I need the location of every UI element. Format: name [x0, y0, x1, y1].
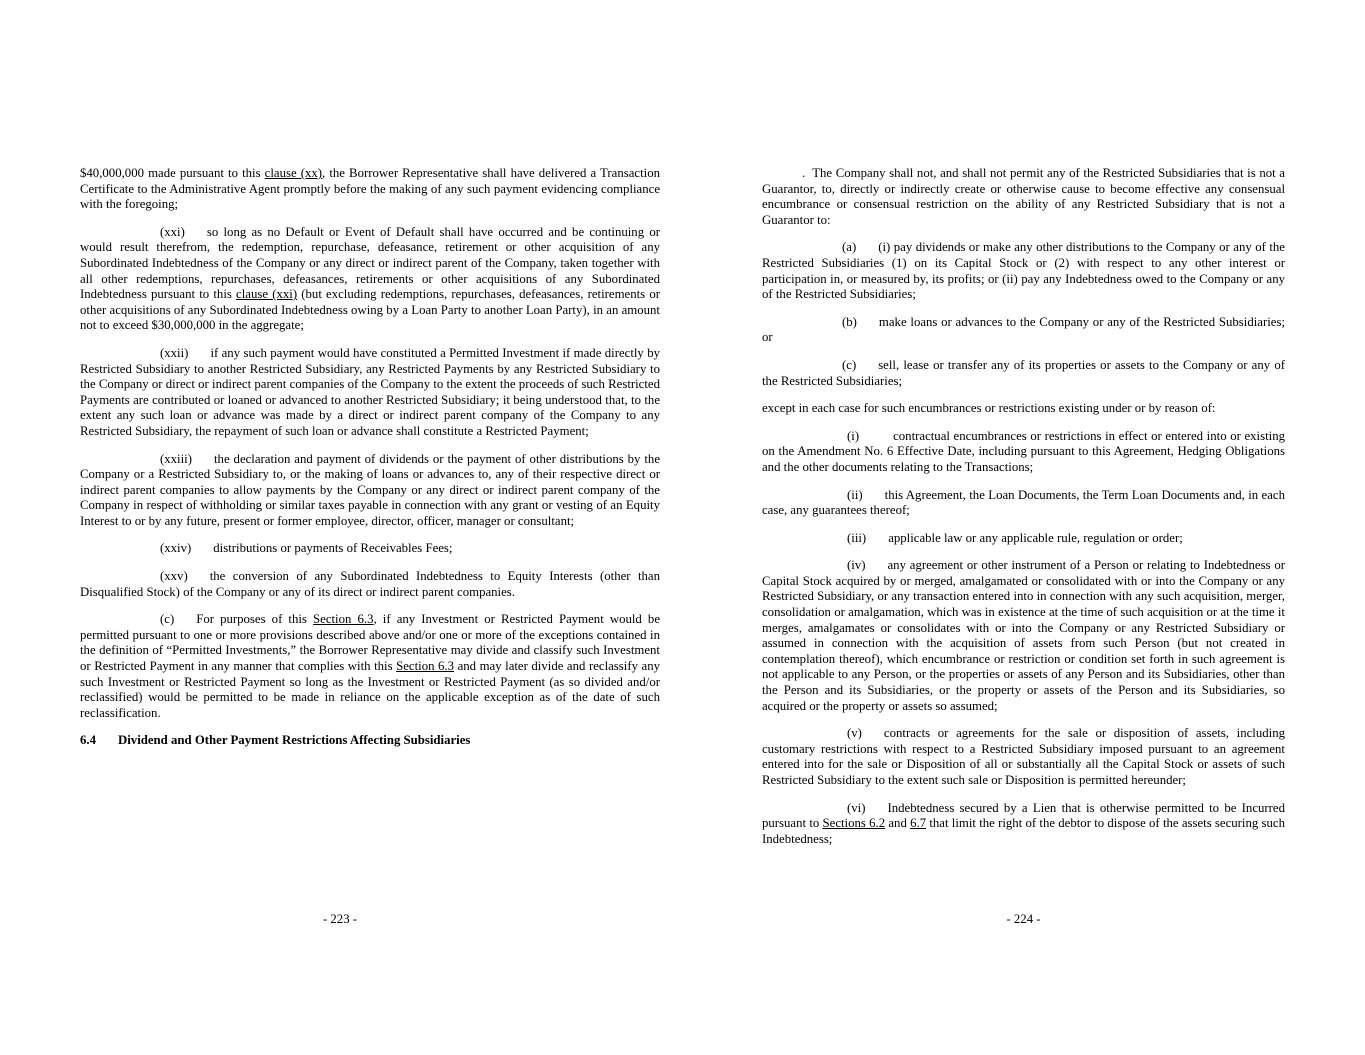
text-segment: so long as no Default or Event of Default shall have occurred and be continuing or would result therefrom, the redemption, repurchase, defeasance, retirement or other acquisition of any Subordinated Indebtedness of the Company or any direct or indirect parent of the Company, taken together with all other redemptions, repurchases, defeasances, retirements or other acquisitions of any Subordinated Indebtedness pursuant to this	[80, 224, 660, 302]
text-segment: (b)	[842, 314, 857, 329]
text-segment: (xxi)	[160, 224, 185, 239]
page-224	[762, 166, 1285, 859]
paragraph	[80, 225, 660, 334]
heading-text: Dividend and Other Payment Restrictions Affecting Subsidiaries	[118, 733, 471, 748]
paragraph	[80, 733, 660, 749]
text-segment: (xxiii)	[160, 451, 192, 466]
text-segment: . The Company shall not, and shall not permit any of the Restricted Subsidiaries that is not a Guarantor, to, directly or indirectly create or otherwise cause to become effective any consensual encumbrance or consensual restriction on the ability of any Restricted Subsidiary that is not a Guarantor to:	[762, 166, 1285, 227]
paragraph	[80, 166, 660, 213]
text-segment: sell, lease or transfer any of its properties or assets to the Company or any of the Restricted Subsidiaries;	[762, 357, 1285, 388]
text-segment: (c)	[160, 612, 175, 627]
text-segment: (xxiv)	[160, 541, 192, 556]
paragraph	[762, 801, 1285, 848]
heading-text: 6.4	[80, 733, 96, 748]
text-segment: the conversion of any Subordinated Indebtedness to Equity Interests (other than Disqualified Stock) of the Company or any of its direct or indirect parent companies.	[80, 569, 660, 599]
text-segment: (xxii)	[160, 345, 189, 360]
page-224-number: - 224 -	[1006, 912, 1041, 926]
page-223	[80, 166, 660, 761]
text-segment: For purposes of this	[196, 612, 314, 627]
text-segment: if any such payment would have constituted a Permitted Investment if made directly by Restricted Subsidiary to another Restricted Subsidiary, any Restricted Payments by any Restricted Subsidiary to the Company or direct or indirect parent companies of the Company to the extent the proceeds of such Restricted Payments are contributed or loaned or advanced to another Restricted Subsidiary; it being understood that, to the extent any such loan or advance was made by a direct or indirect parent company of the Company to any Restricted Subsidiary, the repayment of such loan or advance shall constitute a Restricted Payment;	[80, 345, 660, 438]
text-segment: (but excluding redemptions, repurchases, defeasances, retirements or other acquisitions of any Subordinated Indebtedness owing by a Loan Party to another Loan Party), in an amount not to exceed $30,000,000 in the aggregate;	[80, 287, 660, 333]
section-reference: Sections 6.2	[822, 816, 886, 831]
paragraph	[762, 531, 1285, 547]
page-223-content	[80, 166, 660, 749]
text-segment: and	[885, 816, 911, 831]
text-segment: any agreement or other instrument of a Person or relating to Indebtedness or Capital Stock acquired by or merged, amalgamated or consolidated with or into the Company or any Restricted Subsidiary, or any transaction entered into in connection with any such acquisition, merger, consolidation or amalgamation, which was in existence at the time of such acquisition or at the time it merges, amalgamates or consolidates with or into the Company or any Restricted Subsidiary or assumed in connection with the acquisition of assets from such Person (but not created in contemplation thereof), which encumbrance or restriction or condition set forth in such agreement is not applicable to any Person, or the properties or assets of any Person and its Subsidiaries, other than the Person and its Subsidiaries, or the property or assets of the Person and its Subsidiaries, so acquired or the property or assets so assumed;	[762, 558, 1285, 713]
text-segment: , if any Investment or Restricted Payment would be permitted pursuant to one or more provisions described above and/or one or more of the exceptions contained in the definition of “Permitted Investments,” the Borrower Representative may divide and classify such Investment or Restricted Payment in any manner that complies with this	[80, 612, 661, 674]
text-segment: except in each case for such encumbrances or restrictions existing under or by reason of:	[762, 401, 1216, 416]
text-segment: Indebtedness secured by a Lien that is otherwise permitted to be Incurred pursuant to	[762, 800, 1285, 831]
text-segment: (xxv)	[160, 569, 188, 584]
text-segment: , the Borrower Representative shall have delivered a Transaction Certificate to the Administrative Agent promptly before the making of any such payment evidencing compliance with the foregoing;	[80, 166, 660, 212]
text-segment: (ii)	[847, 487, 863, 502]
text-segment: contracts or agreements for the sale or disposition of assets, including customary restrictions with respect to a Restricted Subsidiary imposed pursuant to an agreement entered into for the sale or Disposition of all or substantially all the Capital Stock or assets of such Restricted Subsidiary to the extent such sale or Disposition is permitted hereunder;	[762, 726, 1285, 787]
section-reference: Section 6.3	[313, 612, 374, 627]
text-segment: and may later divide and reclassify any such Investment or Restricted Payment so long as the Investment or Restricted Payment (as so divided and/or reclassified) would be permitted to be made in reliance on the applicable exception as of the date of such reclassification.	[80, 659, 660, 720]
text-segment: (vi)	[847, 800, 866, 815]
paragraph	[762, 401, 1285, 417]
text-segment: this Agreement, the Loan Documents, the Term Loan Documents and, in each case, any guarantees thereof;	[762, 487, 1285, 518]
page-223-number: - 223 -	[322, 912, 358, 926]
text-segment: (v)	[847, 726, 862, 741]
paragraph	[762, 429, 1285, 476]
paragraph	[762, 240, 1285, 302]
text-segment: applicable law or any applicable rule, regulation or order;	[888, 530, 1183, 545]
paragraph	[762, 166, 1285, 228]
text-segment: (i) pay dividends or make any other distributions to the Company or any of the Restricted Subsidiaries (1) on its Capital Stock or (2) with respect to any other interest or participation in, or measured by, its profits; or (ii) pay any Indebtedness owed to the Company or any of the Restricted Subsidiaries;	[762, 240, 1285, 302]
paragraph	[80, 346, 660, 440]
page-224-content	[762, 166, 1285, 847]
paragraph	[80, 612, 660, 721]
text-segment: (a)	[842, 240, 857, 255]
text-segment: that limit the right of the debtor to dispose of the assets securing such Indebtedness;	[762, 816, 1285, 846]
paragraph	[762, 358, 1285, 389]
text-segment: (i)	[847, 428, 860, 443]
section-reference: clause (xx)	[264, 166, 323, 180]
text-segment: $40,000,000 made pursuant to this	[80, 166, 265, 180]
text-segment: the declaration and payment of dividends or the payment of other distributions by the Company or a Restricted Subsidiary to, or the making of loans or advances to, any of their respective direct or indirect parent companies to allow payments by the Company or any direct or indirect parent company of the Company in respect of withholding or similar taxes payable in connection with any grant or vesting of an Equity Interest to or by any future, present or former employee, director, officer, manager or consultant;	[80, 451, 660, 528]
text-segment: (iv)	[847, 558, 866, 573]
text-segment: make loans or advances to the Company or any of the Restricted Subsidiaries; or	[762, 314, 1285, 345]
paragraph	[762, 558, 1285, 714]
text-segment: (iii)	[847, 530, 867, 545]
paragraph	[80, 569, 660, 600]
text-segment: distributions or payments of Receivables Fees;	[213, 541, 453, 556]
text-segment: contractual encumbrances or restrictions in effect or entered into or existing on the Amendment No. 6 Effective Date, including pursuant to this Agreement, Hedging Obligations and the other documents relating to the Transactions;	[762, 428, 1285, 474]
paragraph	[762, 726, 1285, 788]
paragraph	[80, 452, 660, 530]
section-reference: 6.7	[910, 816, 927, 831]
paragraph	[762, 488, 1285, 519]
section-reference: clause (xxi)	[236, 287, 298, 302]
section-reference: Section 6.3	[396, 659, 455, 674]
paragraph	[762, 315, 1285, 346]
text-segment: (c)	[842, 357, 857, 372]
paragraph	[80, 541, 660, 557]
